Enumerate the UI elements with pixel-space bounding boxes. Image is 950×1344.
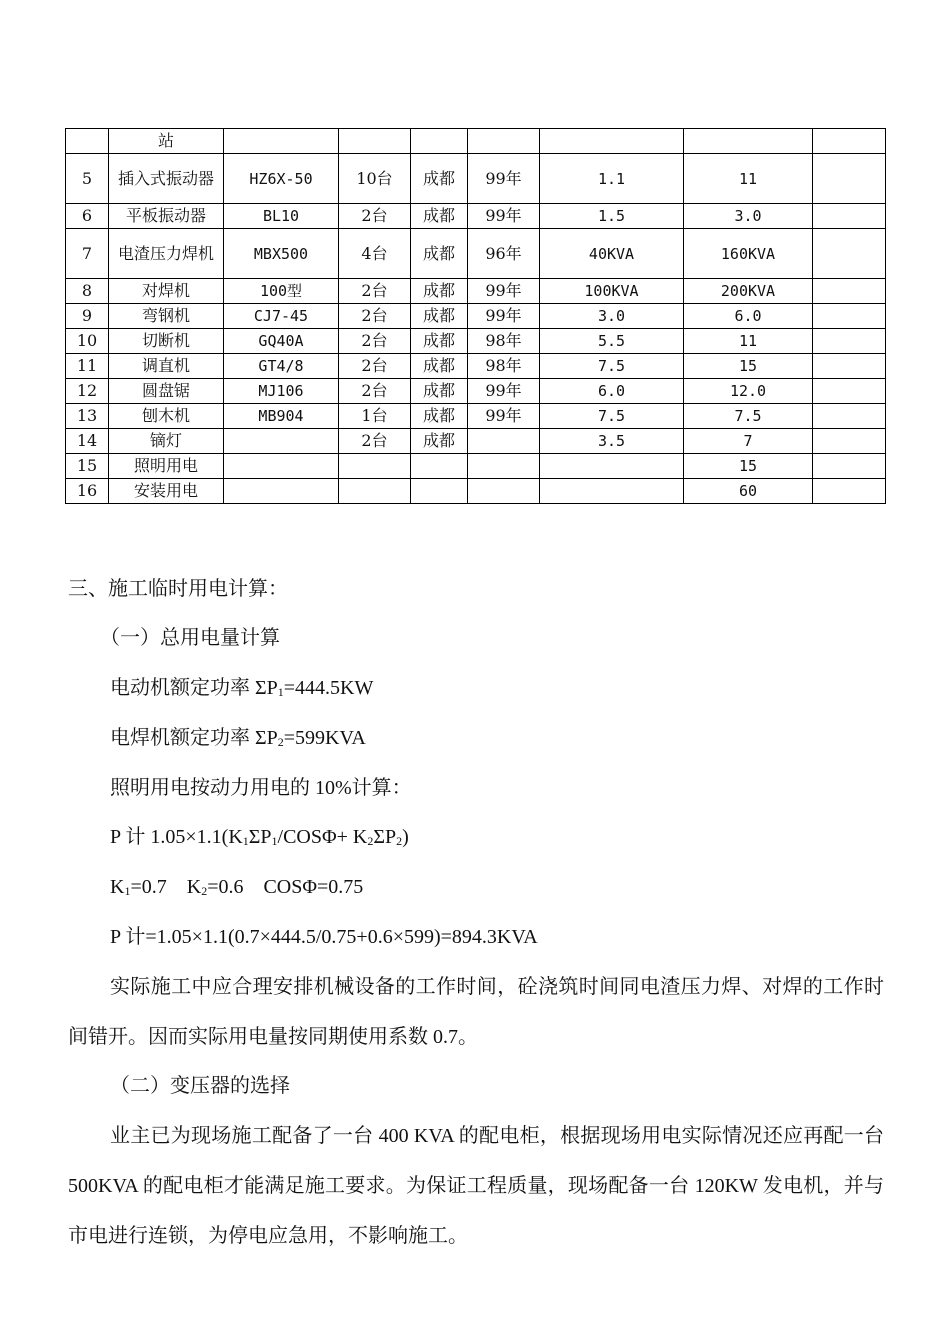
cell-model: GQ40A (224, 329, 339, 354)
cell-qty: 2台 (339, 354, 411, 379)
cell-total: 11 (684, 154, 813, 204)
cell-name: 电渣压力焊机 (109, 229, 224, 279)
cell-name: 切断机 (109, 329, 224, 354)
section-heading: 三、施工临时用电计算： (68, 578, 288, 600)
cell-year: 98年 (468, 329, 540, 354)
table-row (66, 354, 886, 379)
cell-model (224, 429, 339, 454)
cell-year: 99年 (468, 304, 540, 329)
cell-no: 9 (66, 304, 109, 329)
formula-text: =0.6 COSΦ=0.75 (207, 876, 364, 898)
cell-power: 1.1 (540, 154, 684, 204)
cell-name: 圆盘锯 (109, 379, 224, 404)
cell-no: 11 (66, 354, 109, 379)
cell-model (224, 129, 339, 154)
cell-name: 镝灯 (109, 429, 224, 454)
cell-note (813, 204, 886, 229)
cell-qty: 2台 (339, 279, 411, 304)
cell-origin: 成都 (411, 429, 468, 454)
formula-text: ΣP (373, 826, 397, 848)
cell-total: 11 (684, 329, 813, 354)
cell-year (468, 129, 540, 154)
cell-no: 8 (66, 279, 109, 304)
cell-total: 200KVA (684, 279, 813, 304)
paragraph-work-schedule: 实际施工中应合理安排机械设备的工作时间，砼浇筑时间同电渣压力焊、对焊的工作时间错开。因而实际用电量按同期使用系数 0.7。 (68, 976, 884, 1048)
subsection-1-title: （一）总用电量计算 (100, 627, 280, 649)
cell-qty (339, 129, 411, 154)
cell-power (540, 129, 684, 154)
table-row (66, 304, 886, 329)
cell-no: 6 (66, 204, 109, 229)
cell-qty: 2台 (339, 429, 411, 454)
cell-origin (411, 454, 468, 479)
cell-power: 100KVA (540, 279, 684, 304)
cell-year: 99年 (468, 279, 540, 304)
formula-subscript: 1 (277, 685, 284, 699)
cell-name: 刨木机 (109, 404, 224, 429)
cell-name: 照明用电 (109, 454, 224, 479)
cell-year: 98年 (468, 354, 540, 379)
cell-no: 15 (66, 454, 109, 479)
cell-note (813, 354, 886, 379)
cell-origin: 成都 (411, 279, 468, 304)
cell-note (813, 429, 886, 454)
formula-text: P 计 1.05×1.1(K (110, 826, 243, 848)
subsection-2-title: （二）变压器的选择 (110, 1075, 290, 1097)
cell-power: 6.0 (540, 379, 684, 404)
cell-name: 弯钢机 (109, 304, 224, 329)
cell-note (813, 279, 886, 304)
cell-power (540, 454, 684, 479)
formula-subscript: 2 (201, 884, 208, 898)
table-row (66, 204, 886, 229)
cell-power: 5.5 (540, 329, 684, 354)
cell-origin: 成都 (411, 379, 468, 404)
cell-model: HZ6X-50 (224, 154, 339, 204)
formula-coefficients (110, 875, 926, 899)
equipment-table (65, 128, 886, 504)
cell-note (813, 479, 886, 504)
cell-year: 99年 (468, 204, 540, 229)
cell-power (540, 479, 684, 504)
cell-origin: 成都 (411, 404, 468, 429)
cell-total: 60 (684, 479, 813, 504)
formula-result: P 计=1.05×1.1(0.7×444.5/0.75+0.6×599)=894.3KVA (110, 926, 538, 948)
cell-total: 160KVA (684, 229, 813, 279)
cell-no: 7 (66, 229, 109, 279)
cell-total: 3.0 (684, 204, 813, 229)
cell-no: 16 (66, 479, 109, 504)
table-row (66, 429, 886, 454)
cell-total (684, 129, 813, 154)
cell-total: 7 (684, 429, 813, 454)
cell-year (468, 454, 540, 479)
cell-note (813, 454, 886, 479)
cell-model: MB904 (224, 404, 339, 429)
cell-qty: 2台 (339, 379, 411, 404)
formula-text: 电动机额定功率 ΣP (110, 677, 278, 699)
formula-text: =444.5KW (283, 677, 374, 699)
cell-qty (339, 479, 411, 504)
cell-total: 15 (684, 354, 813, 379)
cell-note (813, 154, 886, 204)
formula-total-expression (110, 825, 926, 849)
cell-power: 3.0 (540, 304, 684, 329)
cell-origin: 成都 (411, 354, 468, 379)
cell-no: 13 (66, 404, 109, 429)
equipment-table-body (66, 129, 886, 504)
table-row (66, 379, 886, 404)
table-row (66, 454, 886, 479)
cell-note (813, 229, 886, 279)
cell-year (468, 429, 540, 454)
cell-total: 15 (684, 454, 813, 479)
table-row (66, 279, 886, 304)
cell-year (468, 479, 540, 504)
formula-text: =599KVA (283, 727, 366, 749)
cell-origin: 成都 (411, 154, 468, 204)
cell-name: 平板振动器 (109, 204, 224, 229)
cell-origin: 成都 (411, 229, 468, 279)
formula-text: =0.7 K (130, 876, 202, 898)
cell-qty: 2台 (339, 204, 411, 229)
cell-total: 12.0 (684, 379, 813, 404)
cell-year: 96年 (468, 229, 540, 279)
formula-text: ΣP (248, 826, 272, 848)
cell-qty: 4台 (339, 229, 411, 279)
cell-power: 3.5 (540, 429, 684, 454)
formula-text: /COSΦ+ K (277, 826, 368, 848)
formula-subscript: 2 (277, 735, 284, 749)
cell-note (813, 379, 886, 404)
table-row (66, 404, 886, 429)
cell-qty: 10台 (339, 154, 411, 204)
cell-year: 99年 (468, 379, 540, 404)
cell-no: 14 (66, 429, 109, 454)
cell-year: 99年 (468, 154, 540, 204)
cell-model: BL10 (224, 204, 339, 229)
cell-name: 调直机 (109, 354, 224, 379)
formula-text: ) (402, 826, 409, 848)
cell-name: 站 (109, 129, 224, 154)
cell-power: 40KVA (540, 229, 684, 279)
cell-origin (411, 129, 468, 154)
cell-power: 7.5 (540, 354, 684, 379)
formula-subscript: 1 (242, 834, 249, 848)
cell-model: MJ106 (224, 379, 339, 404)
table-row (66, 229, 886, 279)
cell-no: 5 (66, 154, 109, 204)
cell-model: MBX500 (224, 229, 339, 279)
cell-qty: 1台 (339, 404, 411, 429)
cell-no (66, 129, 109, 154)
formula-subscript: 1 (124, 884, 131, 898)
formula-subscript: 2 (367, 834, 374, 848)
formula-subscript: 2 (396, 834, 403, 848)
cell-no: 10 (66, 329, 109, 354)
cell-model: CJ7-45 (224, 304, 339, 329)
formula-subscript: 1 (271, 834, 278, 848)
cell-total: 7.5 (684, 404, 813, 429)
table-row (66, 479, 886, 504)
cell-name: 插入式振动器 (109, 154, 224, 204)
cell-qty: 2台 (339, 304, 411, 329)
cell-year: 99年 (468, 404, 540, 429)
table-row (66, 329, 886, 354)
table-row (66, 129, 886, 154)
paragraph-transformer: 业主已为现场施工配备了一台 400 KVA 的配电柜，根据现场用电实际情况还应再配一台 500KVA 的配电柜才能满足施工要求。为保证工程质量，现场配备一台 120KW 发电机，并与市电进行连锁，为停电应急用，不影响施工。 (68, 1125, 884, 1247)
cell-note (813, 329, 886, 354)
cell-note (813, 129, 886, 154)
cell-total: 6.0 (684, 304, 813, 329)
cell-model (224, 479, 339, 504)
cell-note (813, 404, 886, 429)
formula-welder-power (110, 726, 926, 750)
cell-model: GT4/8 (224, 354, 339, 379)
cell-power: 7.5 (540, 404, 684, 429)
cell-model (224, 454, 339, 479)
lighting-note: 照明用电按动力用电的 10%计算： (110, 777, 412, 799)
formula-motor-power (110, 676, 926, 700)
cell-origin: 成都 (411, 204, 468, 229)
formula-text: 电焊机额定功率 ΣP (110, 727, 278, 749)
cell-qty: 2台 (339, 329, 411, 354)
formula-text: K (110, 876, 125, 898)
cell-model: 100型 (224, 279, 339, 304)
cell-origin: 成都 (411, 329, 468, 354)
cell-origin: 成都 (411, 304, 468, 329)
cell-qty (339, 454, 411, 479)
cell-no: 12 (66, 379, 109, 404)
cell-origin (411, 479, 468, 504)
cell-name: 安装用电 (109, 479, 224, 504)
table-row (66, 154, 886, 204)
cell-power: 1.5 (540, 204, 684, 229)
cell-name: 对焊机 (109, 279, 224, 304)
cell-note (813, 304, 886, 329)
